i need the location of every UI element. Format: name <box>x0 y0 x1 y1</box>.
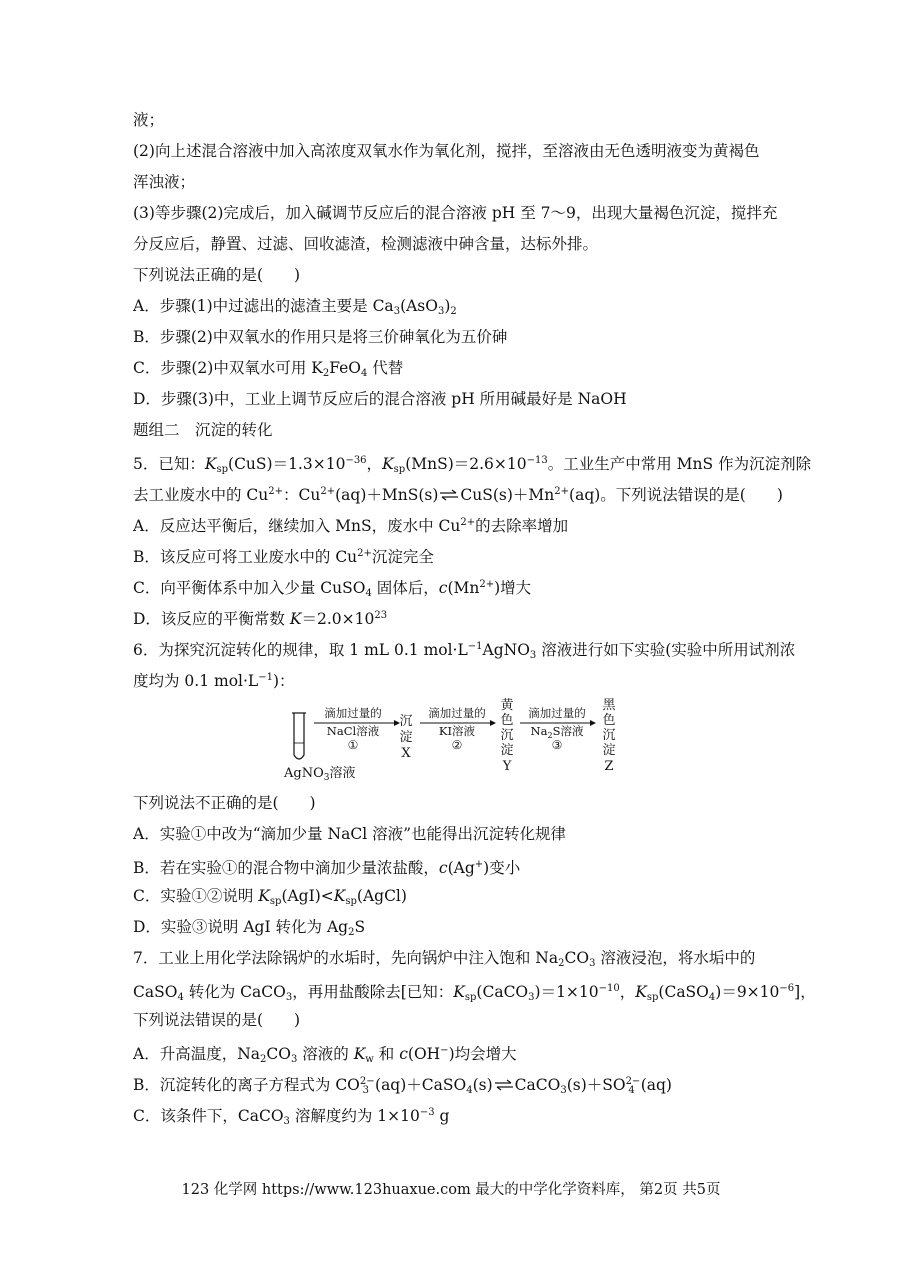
x-char: 沉 <box>399 714 413 729</box>
step3-reagent: $Na_2S$溶液 <box>530 724 584 740</box>
y-char: Y <box>502 759 512 774</box>
z-char: 黑 <box>602 698 616 713</box>
y-char: 淀 <box>500 743 514 758</box>
text-line: 度均为 0.1 $mol\cdot L^{-1}$)： <box>133 672 295 690</box>
step3-top: 滴加过量的 <box>528 706 586 720</box>
option-d: D．实验③说明 AgI 转化为 $Ag_2S$ <box>133 918 366 938</box>
step1-top: 滴加过量的 <box>324 706 382 720</box>
step2-top: 滴加过量的 <box>428 706 486 720</box>
question-prompt: 下列说法不正确的是( ) <box>133 794 316 812</box>
option-b: B．若在实验①的混合物中滴加少量浓盐酸，c(Ag+)变小 <box>133 859 521 877</box>
x-char: 淀 <box>399 730 413 745</box>
test-tube-icon <box>292 713 306 759</box>
question-6: 6．为探究沉淀转化的规律，取 1 mL 0.1 $mol\cdot L^{-1}AgNO_3$ 溶液进行如下实验(实验中所用试剂浓 <box>133 641 796 661</box>
equilibrium-arrow-icon <box>438 489 460 501</box>
option-a: A．步骤(1)中过滤出的滤渣主要是 $Ca_3(AsO_3)_2$ <box>133 297 457 317</box>
question-7: 7．工业上用化学法除锅炉的水垢时，先向锅炉中注入饱和 $Na_2CO_3$ 溶液浸泡，将水垢中的 <box>133 949 756 969</box>
arrowhead-icon <box>490 720 496 726</box>
step2-num: ② <box>451 738 463 752</box>
y-char: 沉 <box>500 728 514 743</box>
z-char: 色 <box>602 713 616 728</box>
option-a: A．实验①中改为“滴加少量 NaCl 溶液”也能得出沉淀转化规律 <box>133 825 567 843</box>
step1-num: ① <box>347 738 359 752</box>
y-char: 色 <box>500 713 514 728</box>
section-heading: 题组二 沉淀的转化 <box>133 421 273 439</box>
page-footer: 123 化学网 https://www.123huaxue.com 最大的中学化学资料库， 第2页 共5页 <box>181 1182 721 1198</box>
text-line: 去工业废水中的 $Cu^{2+}$：$Cu^{2+}(aq)+MnS(s)$ $CuS(s)+Mn^{2+}(aq)$。下列说法错误的是( ) <box>133 486 783 504</box>
question-prompt: 下列说法错误的是( ) <box>133 1011 301 1029</box>
text-line: (3)等步骤(2)完成后，加入碱调节反应后的混合溶液 pH 至 7～9，出现大量褐色沉淀，搅拌充 <box>133 204 778 222</box>
option-c: C．步骤(2)中双氧水可用 $K_2FeO_4$ 代替 <box>133 359 404 379</box>
option-a: A．升高温度，$Na_2CO_3$ 溶液的 $K_w$ 和 c(OH−)均会增大 <box>133 1045 517 1065</box>
text-line: 分反应后，静置、过滤、回收滤渣，检测滤液中砷含量，达标外排。 <box>133 235 599 253</box>
z-char: 淀 <box>602 743 616 758</box>
option-d: D．步骤(3)中，工业上调节反应后的混合溶液 pH 所用碱最好是 NaOH <box>133 390 627 408</box>
option-b: B．步骤(2)中双氧水的作用只是将三价砷氧化为五价砷 <box>133 328 508 346</box>
x-char: X <box>401 746 411 761</box>
option-b: B．沉淀转化的离子方程式为 $CO^{2-}_3$ (aq)＋CaSO$_4$(s) $CaCO_3(s)+SO^{2-}_4$ (aq) <box>133 1076 672 1096</box>
text-line: (2)向上述混合溶液中加入高浓度双氧水作为氧化剂，搅拌，至溶液由无色透明液变为黄褐色 <box>133 142 760 160</box>
z-char: 沉 <box>602 728 616 743</box>
option-c: C．该条件下，CaCO$_3$ 溶解度约为 $1\times 10^{-3}$ g <box>133 1107 450 1127</box>
option-b: B．该反应可将工业废水中的 $Cu^{2+}$沉淀完全 <box>133 548 434 566</box>
step1-reagent: NaCl溶液 <box>326 724 380 738</box>
text-line: CaSO$_4$ 转化为 CaCO$_3$，再用盐酸除去[已知：$K_{sp}(CaCO_3)=1\times 10^{-10}$，$K_{sp}(CaSO_4)=9\times 10^{-6}$]， <box>133 983 816 1003</box>
step2-reagent: KI溶液 <box>438 724 476 738</box>
y-char: 黄 <box>500 698 514 713</box>
equilibrium-arrow-icon <box>493 1079 515 1091</box>
option-c: C．实验①②说明 $K_{sp}(AgI)<K_{sp}(AgCl)$ <box>133 887 407 907</box>
text-line: 液； <box>133 111 165 129</box>
option-d: D．该反应的平衡常数 $K=2.0\times 10^{23}$ <box>133 610 388 628</box>
option-a: A．反应达平衡后，继续加入 MnS，废水中 $Cu^{2+}$的去除率增加 <box>133 517 569 535</box>
experiment-diagram <box>280 695 625 785</box>
question-5: 5．已知：$K_{sp}(CuS)=1.3\times 10^{-36}$，$K_{sp}(MnS)=2.6\times 10^{-13}$。工业生产中常用 MnS 作为沉淀剂除 <box>133 455 812 475</box>
option-c: C．向平衡体系中加入少量 CuSO$_4$ 固体后，$c(Mn^{2+})$增大 <box>133 579 532 599</box>
z-char: Z <box>604 759 614 774</box>
question-prompt: 下列说法正确的是( ) <box>133 266 301 284</box>
arrowhead-icon <box>590 720 596 726</box>
tube-label: AgNO$_3$溶液 <box>284 766 356 783</box>
text-line: 浑浊液； <box>133 173 196 191</box>
step3-num: ③ <box>551 738 563 752</box>
